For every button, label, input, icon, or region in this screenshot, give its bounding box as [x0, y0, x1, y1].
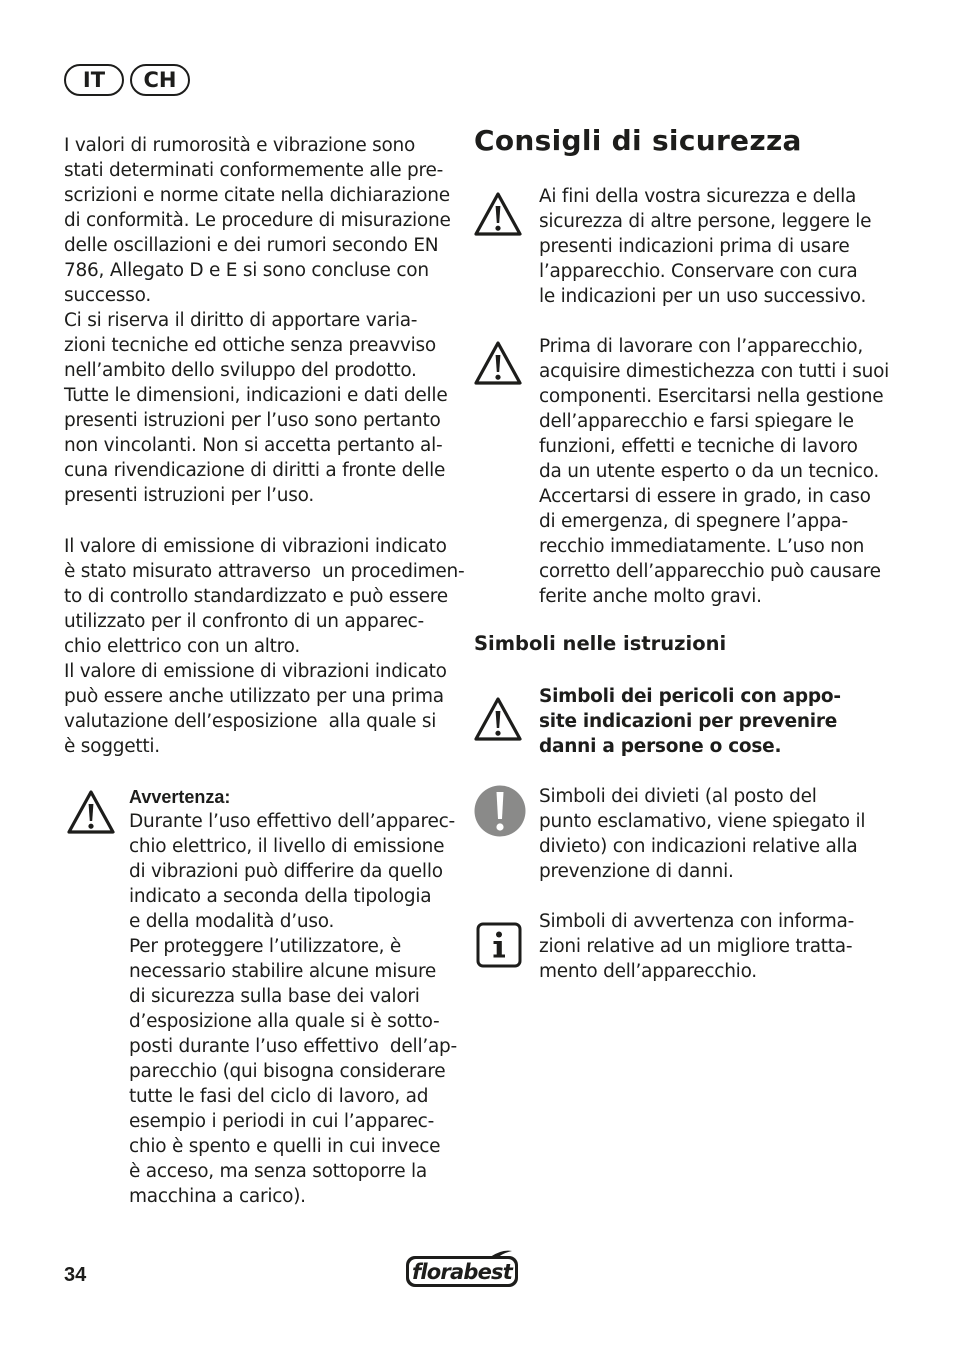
symbol-prohibition-text — [539, 784, 869, 884]
text-line: esempio i periodi in cui l’apparec- — [129, 1111, 435, 1132]
text-line: valutazione dell’esposizione alla quale si — [64, 711, 437, 732]
text-line: indicato a seconda della tipologia — [129, 886, 432, 907]
text-line: prevenzione di danni. — [539, 861, 734, 882]
symbol-info-text — [539, 909, 869, 984]
text-line: di vibrazioni può differire da quello — [129, 861, 443, 882]
text-line: presenti istruzioni per l’uso. — [64, 485, 314, 506]
warning-triangle-icon — [473, 191, 523, 237]
section-subtitle: Simboli nelle istruzioni — [474, 632, 727, 655]
text-line: Ci si riserva il diritto di apportare varia- — [64, 310, 418, 331]
text-line: ferite anche molto gravi. — [539, 586, 762, 607]
text-line: nell’ambito dello sviluppo del prodotto. — [64, 360, 417, 381]
text-line: di emergenza, di spegnere l’appa- — [539, 511, 848, 532]
text-line: I valori di rumorosità e vibrazione sono — [64, 135, 416, 156]
text-line: stati determinati conformemente alle pre- — [64, 160, 444, 181]
text-line: è stato misurato attraverso un procedimen- — [64, 561, 465, 582]
warning-triangle-icon — [473, 340, 523, 386]
text-line: Tutte le dimensioni, indicazioni e dati delle — [64, 385, 448, 406]
warning-triangle-icon — [66, 789, 116, 835]
prohibition-icon — [474, 784, 526, 838]
text-line: 786, Allegato D e E si sono concluse con — [64, 260, 429, 281]
page-number: 34 — [64, 1264, 87, 1286]
warning-text — [129, 809, 459, 1209]
text-line: chio è spento e quelli in cui invece — [129, 1136, 441, 1157]
text-line: Simboli dei pericoli con appo- — [539, 686, 841, 707]
text-line: site indicazioni per prevenire — [539, 711, 838, 732]
text-line: delle oscillazioni e dei rumori secondo EN — [64, 235, 439, 256]
text-line: recchio immediatamente. L’uso non — [539, 536, 865, 557]
left-paragraph-1 — [64, 133, 454, 508]
text-line: divieto) con indicazioni relative alla — [539, 836, 858, 857]
info-icon — [476, 922, 522, 968]
text-line: to di controllo standardizzato e può essere — [64, 586, 448, 607]
text-line: cuna rivendicazione di diritti a fronte delle — [64, 460, 446, 481]
text-line: di conformità. Le procedure di misurazione — [64, 210, 451, 231]
text-line: punto esclamativo, viene spiegato il — [539, 811, 866, 832]
text-line: Prima di lavorare con l’apparecchio, — [539, 336, 863, 357]
warning-triangle-icon — [473, 696, 523, 742]
text-line: zioni relative ad un migliore tratta- — [539, 936, 853, 957]
text-line: è soggetti. — [64, 736, 160, 757]
text-line: le indicazioni per un uso successivo. — [539, 286, 867, 307]
language-badges — [64, 64, 190, 96]
text-line: Ai fini della vostra sicurezza e della — [539, 186, 857, 207]
text-line: chio elettrico con un altro. — [64, 636, 300, 657]
logo-text: florabest — [412, 1260, 512, 1284]
text-line: funzioni, effetti e tecniche di lavoro — [539, 436, 858, 457]
text-line: presenti istruzioni per l’uso sono pertanto — [64, 410, 441, 431]
safety-paragraph-1 — [539, 184, 872, 309]
text-line: successo. — [64, 285, 151, 306]
text-line: sicurezza di altre persone, leggere le — [539, 211, 872, 232]
text-line: Il valore di emissione di vibrazioni indicato — [64, 536, 447, 557]
symbol-danger-text — [539, 684, 869, 759]
text-line: d’esposizione alla quale si è sotto- — [129, 1011, 440, 1032]
text-line: danni a persone o cose. — [539, 736, 782, 757]
text-line: tutte le fasi del ciclo di lavoro, ad — [129, 1086, 429, 1107]
text-line: mento dell’apparecchio. — [539, 961, 757, 982]
florabest-logo — [404, 1247, 520, 1289]
text-line: posti durante l’uso effettivo dell’ap- — [129, 1036, 457, 1057]
text-line: corretto dell’apparecchio può causare — [539, 561, 881, 582]
warning-title: Avvertenza: — [129, 787, 231, 807]
text-line: componenti. Esercitarsi nella gestione — [539, 386, 884, 407]
text-line: Durante l’uso effettivo dell’apparec- — [129, 811, 455, 832]
text-line: Simboli dei divieti (al posto del — [539, 786, 817, 807]
text-line: può essere anche utilizzato per una prima — [64, 686, 444, 707]
text-line: dell’apparecchio e farsi spiegare le — [539, 411, 854, 432]
lang-badge-it: IT — [64, 64, 124, 96]
text-line: presenti indicazioni prima di usare — [539, 236, 850, 257]
text-line: necessario stabilire alcune misure — [129, 961, 437, 982]
text-line: zioni tecniche ed ottiche senza preavviso — [64, 335, 436, 356]
page-title: Consigli di sicurezza — [474, 124, 802, 157]
text-line: non vincolanti. Non si accetta pertanto al- — [64, 435, 443, 456]
text-line: l’apparecchio. Conservare con cura — [539, 261, 858, 282]
text-line: acquisire dimestichezza con tutti i suoi — [539, 361, 890, 382]
text-line: è acceso, ma senza sottoporre la — [129, 1161, 428, 1182]
text-line: macchina a carico). — [129, 1186, 306, 1207]
text-line: Accertarsi di essere in grado, in caso — [539, 486, 871, 507]
text-line: da un utente esperto o da un tecnico. — [539, 461, 880, 482]
safety-paragraph-2 — [539, 334, 890, 609]
text-line: di sicurezza sulla base dei valori — [129, 986, 420, 1007]
text-line: scrizioni e norme citate nella dichiarazione — [64, 185, 450, 206]
lang-badge-ch: CH — [130, 64, 190, 96]
text-line: Il valore di emissione di vibrazioni indicato — [64, 661, 447, 682]
text-line: Per proteggere l’utilizzatore, è — [129, 936, 402, 957]
text-line: e della modalità d’uso. — [129, 911, 335, 932]
text-line: utilizzato per il confronto di un apparec- — [64, 611, 424, 632]
left-paragraph-2 — [64, 534, 465, 759]
text-line: chio elettrico, il livello di emissione — [129, 836, 445, 857]
text-line: Simboli di avvertenza con informa- — [539, 911, 855, 932]
text-line: parecchio (qui bisogna considerare — [129, 1061, 446, 1082]
